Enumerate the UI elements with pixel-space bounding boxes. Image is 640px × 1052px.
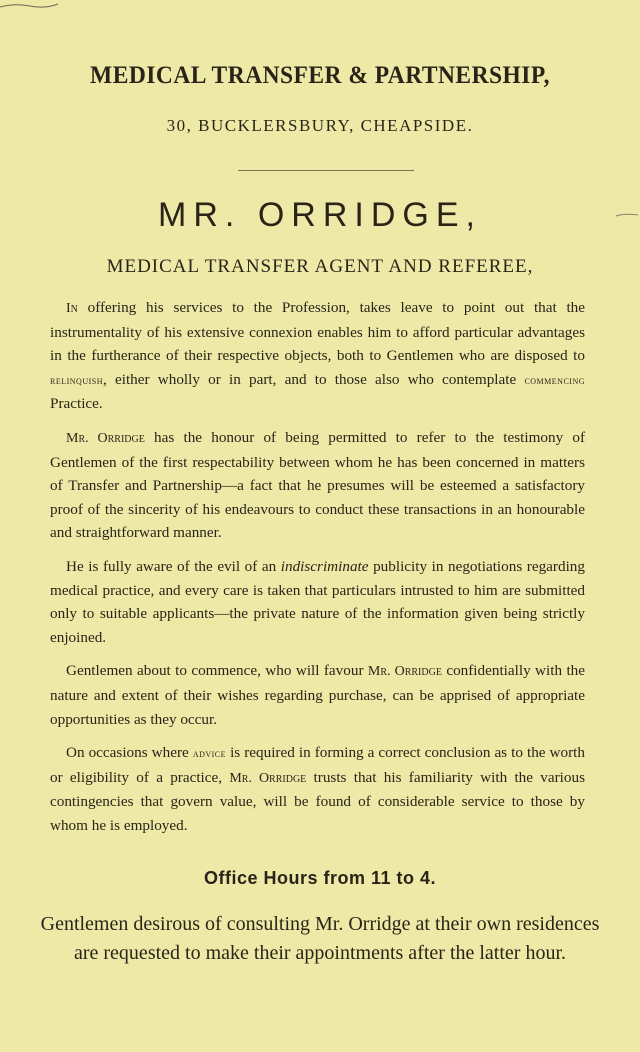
paragraph-text: , either wholly or in part, and to those also who contemplate	[103, 370, 525, 388]
paragraph-text: offering his services to the Profession, takes leave to point out that the instrumentality of his extensive connexion enables him to afford particular advantages in the furtherance of their respective objects, both to Gentlemen who are disposed to	[50, 299, 585, 365]
paragraph-text: is required in forming a correct conclusion as to the worth or eligibility of a practice,	[50, 744, 585, 786]
paragraph-text: publicity in negotiations regarding medical practice, and every care is taken that particulars intrusted to him are submitted only to suitable applicants—the private nature of the information given being strictly enjoined.	[50, 557, 585, 646]
paragraph-text: On occasions where	[66, 744, 193, 762]
paragraph-text: He is fully aware of the evil of an	[66, 557, 281, 575]
lead-word: In	[66, 301, 78, 316]
lead-name: Mr. Orridge	[66, 430, 145, 446]
small-caps-name: Mr. Orridge	[229, 770, 307, 786]
small-caps-word: advice	[192, 746, 227, 761]
body-text	[50, 296, 585, 847]
small-caps-word: commencing	[524, 372, 585, 387]
paragraph-2	[50, 426, 585, 545]
small-caps-name: Mr. Orridge	[367, 664, 442, 680]
office-hours: Office Hours from 11 to 4.	[203, 868, 437, 888]
paragraph-text: Practice.	[50, 395, 103, 413]
agent-name: MR. ORRIDGE,	[158, 196, 482, 234]
corner-pen-mark	[0, 0, 60, 12]
address-line: 30, BUCKLERSBURY, CHEAPSIDE.	[166, 116, 474, 135]
closing-note: Gentlemen desirous of consulting Mr. Orridge at their own residences are requested to make their appointments after the latter hour.	[40, 913, 600, 964]
paragraph-text: Gentlemen about to commence, who will favour	[66, 662, 368, 680]
paragraph-5	[50, 741, 585, 837]
paragraph-text: confidentially with the nature and extent of their wishes regarding purchase, can be apprised of appropriate opportunities as they occur.	[50, 662, 585, 728]
divider-rule	[238, 170, 414, 171]
paragraph-3	[50, 555, 585, 649]
paragraph-1	[50, 296, 585, 416]
paragraph-text: trusts that his familiarity with the various contingencies that govern value, will be found of considerable service to those by whom he is employed.	[50, 768, 585, 834]
paragraph-text: has the honour of being permitted to refer to the testimony of Gentlemen of the first respectability between whom he has been concerned in matters of Transfer and Partnership—a fact that he presumes will be esteemed a satisfactory proof of the sincerity of his endeavours to conduct these transactions in an honourable and straightforward manner.	[50, 428, 586, 542]
italic-word: indiscriminate	[280, 557, 369, 575]
agent-title: MEDICAL TRANSFER AGENT AND REFEREE,	[106, 256, 534, 277]
small-caps-word: relinquish	[50, 372, 103, 387]
paragraph-4	[50, 659, 585, 731]
page-heading: MEDICAL TRANSFER & PARTNERSHIP,	[90, 62, 550, 89]
